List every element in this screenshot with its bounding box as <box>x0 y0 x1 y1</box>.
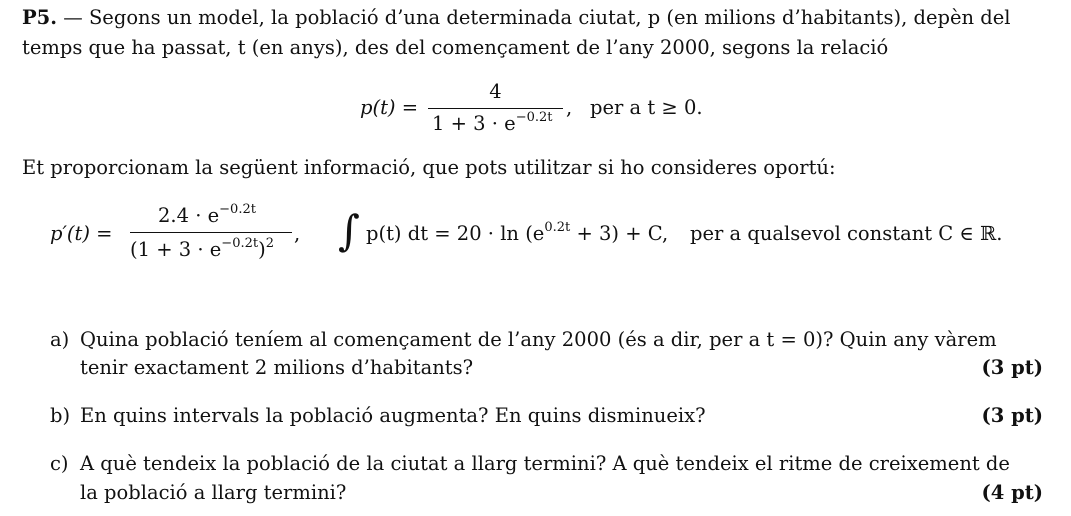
derivative-lhs: p′(t) = <box>50 222 113 245</box>
question-b-line-1: En quins intervals la població augmenta? En quins disminueix? <box>80 404 706 427</box>
question-c-line-1: A què tendeix la població de la ciutat a llarg termini? A què tendeix el ritme de creixement de <box>80 452 1010 475</box>
formula-main-lhs: p(t) = <box>360 96 419 119</box>
question-b-label: b) <box>50 404 71 427</box>
problem-intro-line-2: temps que ha passat, t (en anys), des del començament de l’any 2000, segons la relació <box>22 36 889 59</box>
intro-text-1: Segons un model, la població d’una determinada ciutat, p (en milions d’habitants), depèn del <box>88 6 1011 29</box>
problem-label: P5. <box>22 6 58 29</box>
derivative-numerator: $2.4 \cdot e^{-0.2t}$ <box>158 202 256 227</box>
formula-main-denominator: $1 + 3 \cdot e^{-0.2t}$ <box>432 110 553 135</box>
question-a-line-1: Quina població teníem al començament de l’any 2000 (és a dir, per a t = 0)? Quin any vàrem <box>80 328 997 351</box>
derivative-denominator: $(1 + 3 \cdot e^{-0.2t})^2$ <box>130 236 274 261</box>
info-text: Et proporcionam la següent informació, que pots utilitzar si ho consideres oportú: <box>22 156 836 179</box>
integral-note: per a qualsevol constant C ∈ ℝ. <box>690 222 1003 245</box>
question-a-label: a) <box>50 328 70 351</box>
question-c-line-2: la població a llarg termini? <box>80 481 347 504</box>
derivative-suffix: , <box>294 222 301 245</box>
formula-main-fraction-bar <box>428 108 563 109</box>
question-a-line-2: tenir exactament 2 milions d’habitants? <box>80 356 474 379</box>
question-b-points: (3 pt) <box>981 404 1043 427</box>
integral-sign: ∫ <box>338 206 360 255</box>
question-c-points: (4 pt) <box>981 481 1043 504</box>
question-a-points: (3 pt) <box>981 356 1043 379</box>
integral-expression: p(t) dt = $20 \cdot \ln (e^{0.2t} + 3) + C$, <box>366 220 669 245</box>
formula-main-numerator: 4 <box>489 80 502 103</box>
problem-intro-line-1 <box>22 6 1011 29</box>
problem-dash: — <box>63 6 83 29</box>
derivative-fraction-bar <box>130 232 292 233</box>
formula-main-suffix: , <box>566 96 573 119</box>
formula-main-condition: per a t ≥ 0. <box>590 96 703 119</box>
question-c-label: c) <box>50 452 69 475</box>
